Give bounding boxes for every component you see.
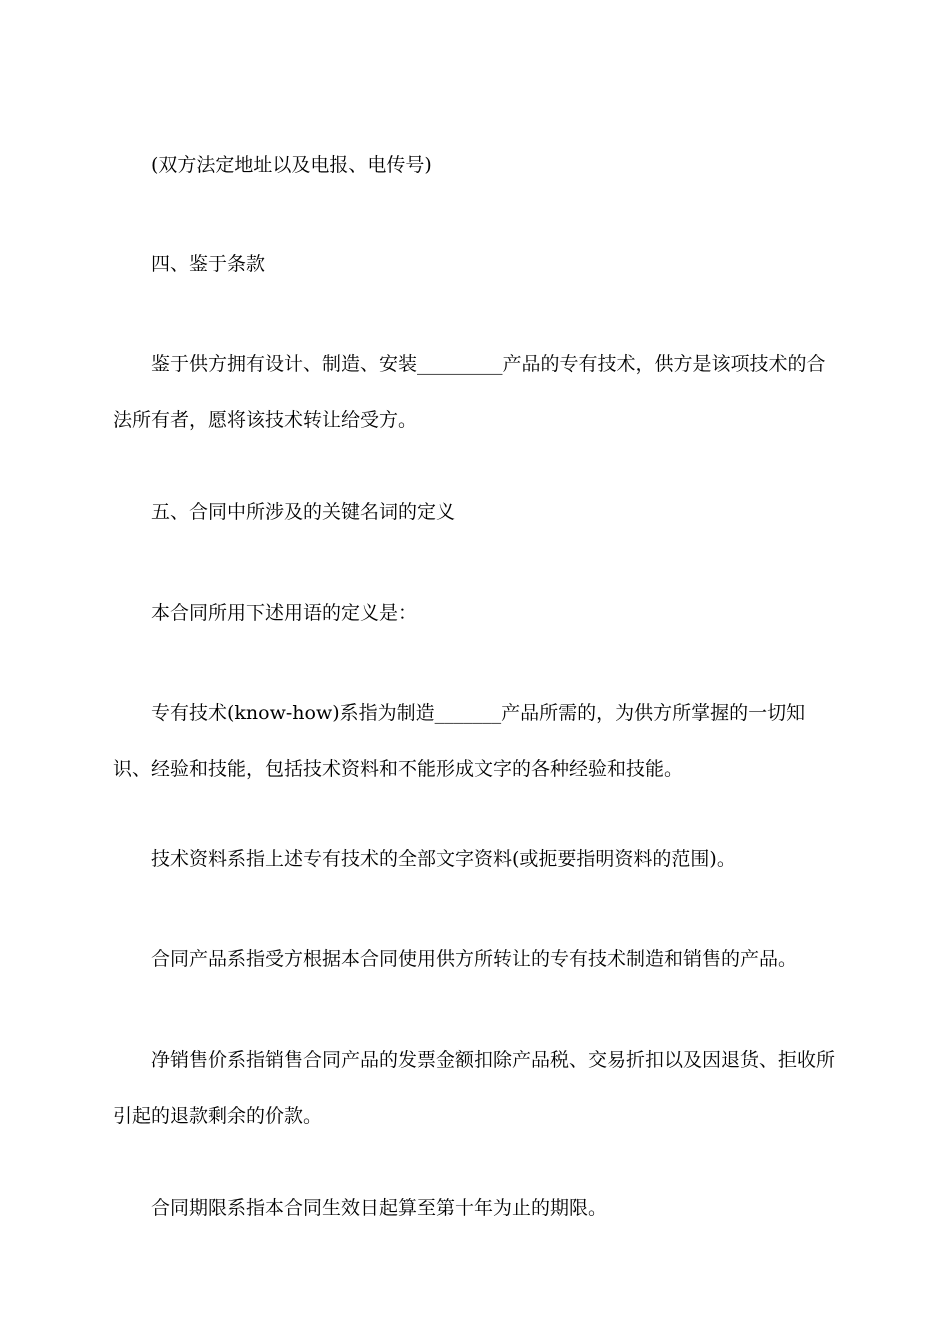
section-heading-definitions: 五、合同中所涉及的关键名词的定义 (151, 501, 456, 523)
definitions-intro: 本合同所用下述用语的定义是： (151, 602, 418, 624)
whereas-clause: 鉴于供方拥有设计、制造、安装_________产品的专有技术，供方是该项技术的合法所有者，愿将该技术转让给受方。 (113, 353, 826, 431)
definition-contract-term: 合同期限系指本合同生效日起算至第十年为止的期限。 (151, 1197, 608, 1219)
section-heading-whereas: 四、鉴于条款 (151, 253, 266, 275)
definition-net-sales-price: 净销售价系指销售合同产品的发票金额扣除产品税、交易折扣以及因退货、拒收所引起的退款剩余的价款。 (113, 1049, 836, 1127)
address-note: (双方法定地址以及电报、电传号) (151, 154, 432, 176)
definition-technical-data: 技术资料系指上述专有技术的全部文字资料(或扼要指明资料的范围)。 (151, 848, 736, 870)
definition-contract-product: 合同产品系指受方根据本合同使用供方所转让的专有技术制造和销售的产品。 (151, 948, 798, 970)
definition-know-how: 专有技术(know-how)系指为制造_______产品所需的，为供方所掌握的一切知识、经验和技能，包括技术资料和不能形成文字的各种经验和技能。 (113, 702, 806, 780)
